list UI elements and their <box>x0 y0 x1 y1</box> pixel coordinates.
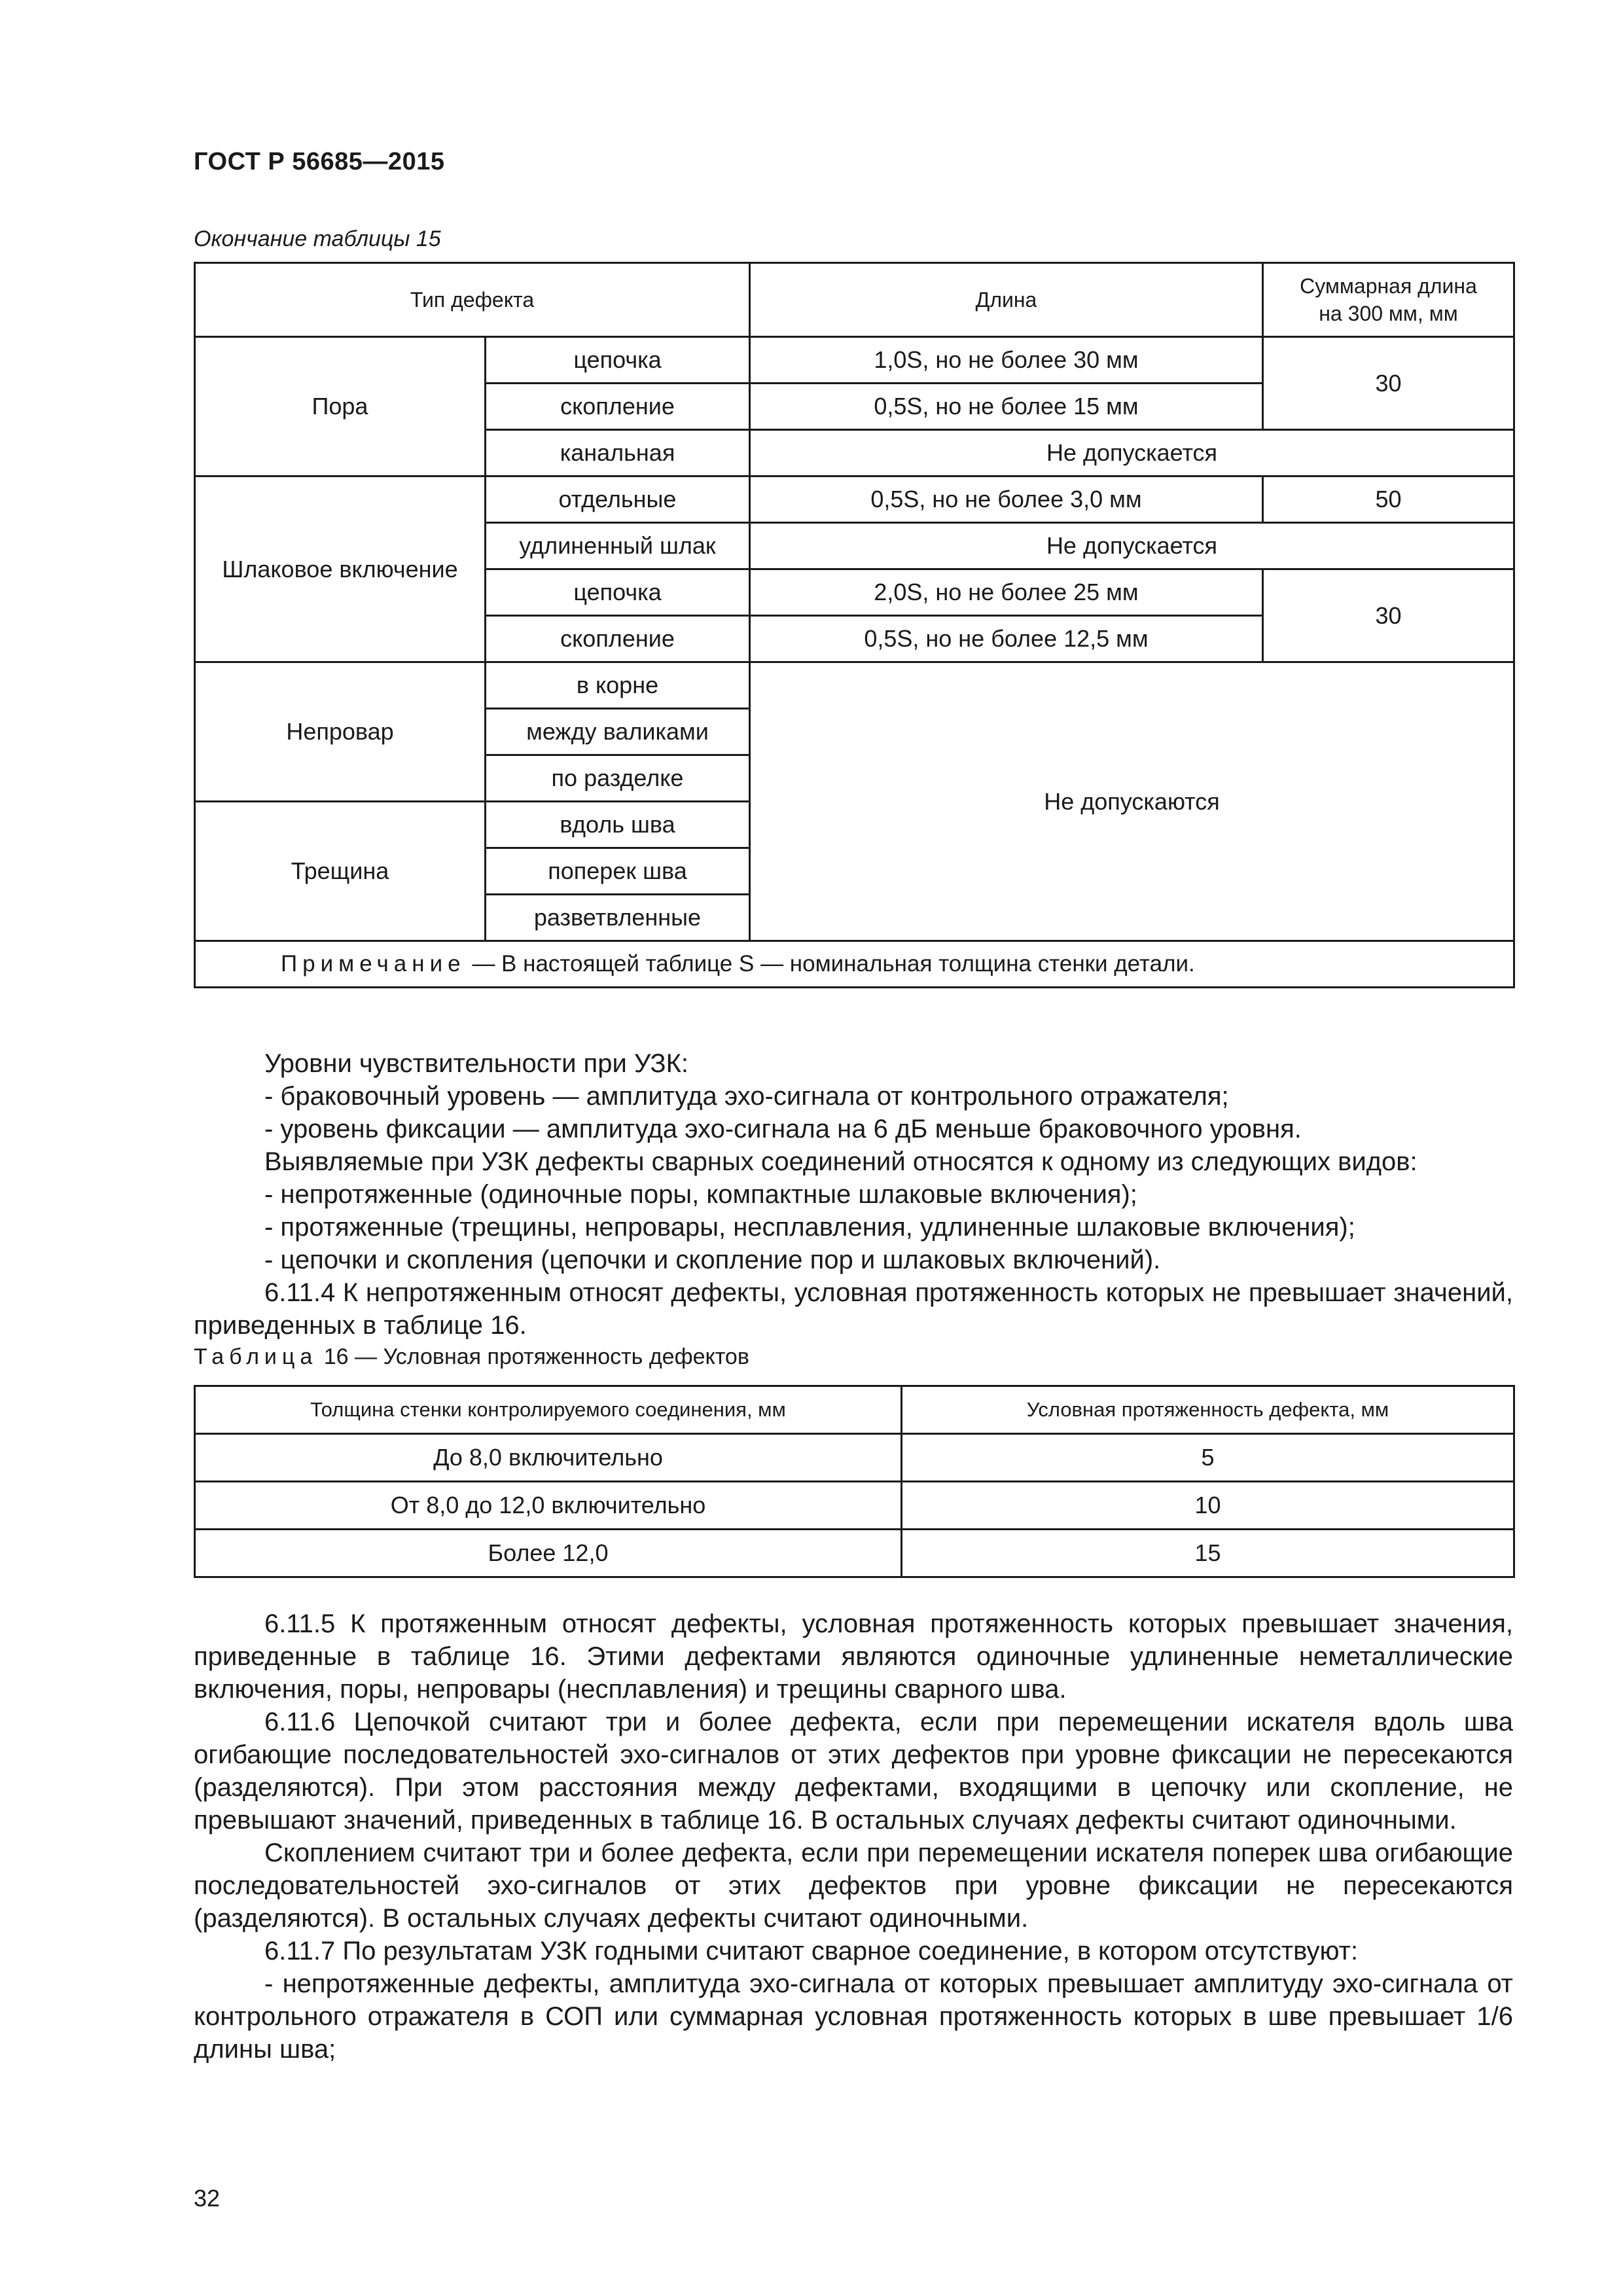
table-row <box>195 1482 1514 1530</box>
list-item: - протяженные (трещины, непровары, несплавления, удлиненные шлаковые включения); <box>264 1213 1355 1242</box>
subtype-cell: скопление <box>486 616 750 662</box>
list-item: - уровень фиксации — амплитуда эхо-сигнала на 6 дБ меньше браковочного уровня. <box>264 1115 1302 1143</box>
defect-slag: Шлаковое включение <box>195 476 486 662</box>
table-note-row <box>195 941 1514 988</box>
subtype-cell: поперек шва <box>486 848 750 895</box>
length-cell: 0,5S, но не более 15 мм <box>750 384 1263 430</box>
subtype-cell: цепочка <box>486 569 750 616</box>
subtype-cell: между валиками <box>486 709 750 755</box>
table15-caption: Окончание таблицы 15 <box>194 226 441 251</box>
defect-pora: Пора <box>195 337 486 476</box>
paragraph: Выявляемые при УЗК дефекты сварных соединений относятся к одному из следующих видов: <box>264 1147 1418 1176</box>
subtype-cell: цепочка <box>486 337 750 384</box>
subtype-cell: канальная <box>486 430 750 476</box>
subtype-cell: вдоль шва <box>486 802 750 848</box>
length-cell: 0,5S, но не более 3,0 мм <box>750 476 1263 523</box>
defect-crack: Трещина <box>195 802 486 941</box>
table-16 <box>194 1385 1515 1578</box>
table16-caption <box>194 1344 749 1370</box>
thickness-cell: Более 12,0 <box>195 1530 902 1577</box>
table-note <box>195 941 1514 988</box>
paragraph: 6.11.5 К протяженным относят дефекты, условная протяженность которых превышает значения, приведенные в таблице 16. Этими дефектами являются одиночные удлиненные неметаллические включения, поры, непровары (несплавления) и трещины сварного шва. <box>194 1609 1513 1704</box>
table16-caption-label: Таблица <box>194 1344 318 1369</box>
paragraph: 6.11.7 По результатам УЗК годными считают сварное соединение, в котором отсутствуют: <box>264 1937 1359 1965</box>
length-cell: 15 <box>902 1530 1514 1577</box>
subtype-cell: в корне <box>486 662 750 709</box>
paragraph: Уровни чувствительности при УЗК: <box>264 1049 689 1078</box>
text-block-2 <box>194 1607 1513 2066</box>
length-cell: Не допускается <box>750 523 1514 569</box>
list-item: - цепочки и скопления (цепочки и скопление пор и шлаковых включений). <box>264 1246 1161 1274</box>
note-label: Примечание <box>281 951 466 977</box>
length-cell: Не допускается <box>750 430 1514 476</box>
thickness-cell: До 8,0 включительно <box>195 1434 902 1482</box>
note-text: — В настоящей таблице S — номинальная толщина стенки детали. <box>465 951 1195 977</box>
table-header-row <box>195 263 1514 337</box>
paragraph: 6.11.6 Цепочкой считают три и более дефекта, если при перемещении искателя вдоль шва огибающие последовательностей эхо-сигналов от этих дефектов при уровне фиксации не пересекаются (разделяются). При этом расстояния между дефектами, входящими в цепочку или скопление, не превышают значений, приведенных в таблице 16. В остальных случаях дефекты считают одиночными. <box>194 1708 1513 1835</box>
table-row <box>195 476 1514 523</box>
table-row <box>195 662 1514 709</box>
length-cell: 10 <box>902 1482 1514 1530</box>
paragraph: Скоплением считают три и более дефекта, если при перемещении искателя поперек шва огибающие последовательностей эхо-сигналов от этих дефектов при уровне фиксации не пересекаются (разделяются). В остальных случаях дефекты считают одиночными. <box>194 1839 1513 1933</box>
length-cell: 5 <box>902 1434 1514 1482</box>
list-item: - браковочный уровень — амплитуда эхо-сигнала от контрольного отражателя; <box>264 1082 1229 1111</box>
length-cell: 2,0S, но не более 25 мм <box>750 569 1263 616</box>
length-cell: 0,5S, но не более 12,5 мм <box>750 616 1263 662</box>
page-number: 32 <box>194 2185 221 2212</box>
subtype-cell: отдельные <box>486 476 750 523</box>
total-cell: 30 <box>1263 337 1514 430</box>
not-allowed-cell: Не допускаются <box>750 662 1514 941</box>
header-length: Длина <box>750 263 1263 337</box>
list-item: - непротяженные (одиночные поры, компактные шлаковые включения); <box>264 1180 1137 1209</box>
thickness-cell: От 8,0 до 12,0 включительно <box>195 1482 902 1530</box>
subtype-cell: скопление <box>486 384 750 430</box>
defect-lack-of-penetration: Непровар <box>195 662 486 802</box>
subtype-cell: по разделке <box>486 755 750 802</box>
table16-caption-text: 16 — Условная протяженность дефектов <box>317 1344 749 1369</box>
standard-header: ГОСТ Р 56685—2015 <box>194 148 445 175</box>
header-defect-length: Условная протяженность дефекта, мм <box>902 1386 1514 1434</box>
subtype-cell: разветвленные <box>486 895 750 941</box>
table-15 <box>194 262 1515 988</box>
total-cell: 30 <box>1263 569 1514 662</box>
text-block-1 <box>194 1047 1513 1342</box>
header-total-length: Суммарная длина на 300 мм, мм <box>1263 263 1514 337</box>
table-row <box>195 1530 1514 1577</box>
table-header-row <box>195 1386 1514 1434</box>
total-cell: 50 <box>1263 476 1514 523</box>
table-row <box>195 1434 1514 1482</box>
list-item: - непротяженные дефекты, амплитуда эхо-сигнала от которых превышает амплитуду эхо-сигнала от контрольного отражателя в СОП или суммарная условная протяженность которых в шве превышает 1/6 длины шва; <box>194 1969 1513 2064</box>
paragraph: 6.11.4 К непротяженным относят дефекты, условная протяженность которых не превышает значений, приведенных в таблице 16. <box>194 1278 1513 1340</box>
header-defect-type: Тип дефекта <box>195 263 750 337</box>
table-row <box>195 337 1514 384</box>
subtype-cell: удлиненный шлак <box>486 523 750 569</box>
header-thickness: Толщина стенки контролируемого соединения, мм <box>195 1386 902 1434</box>
length-cell: 1,0S, но не более 30 мм <box>750 337 1263 384</box>
